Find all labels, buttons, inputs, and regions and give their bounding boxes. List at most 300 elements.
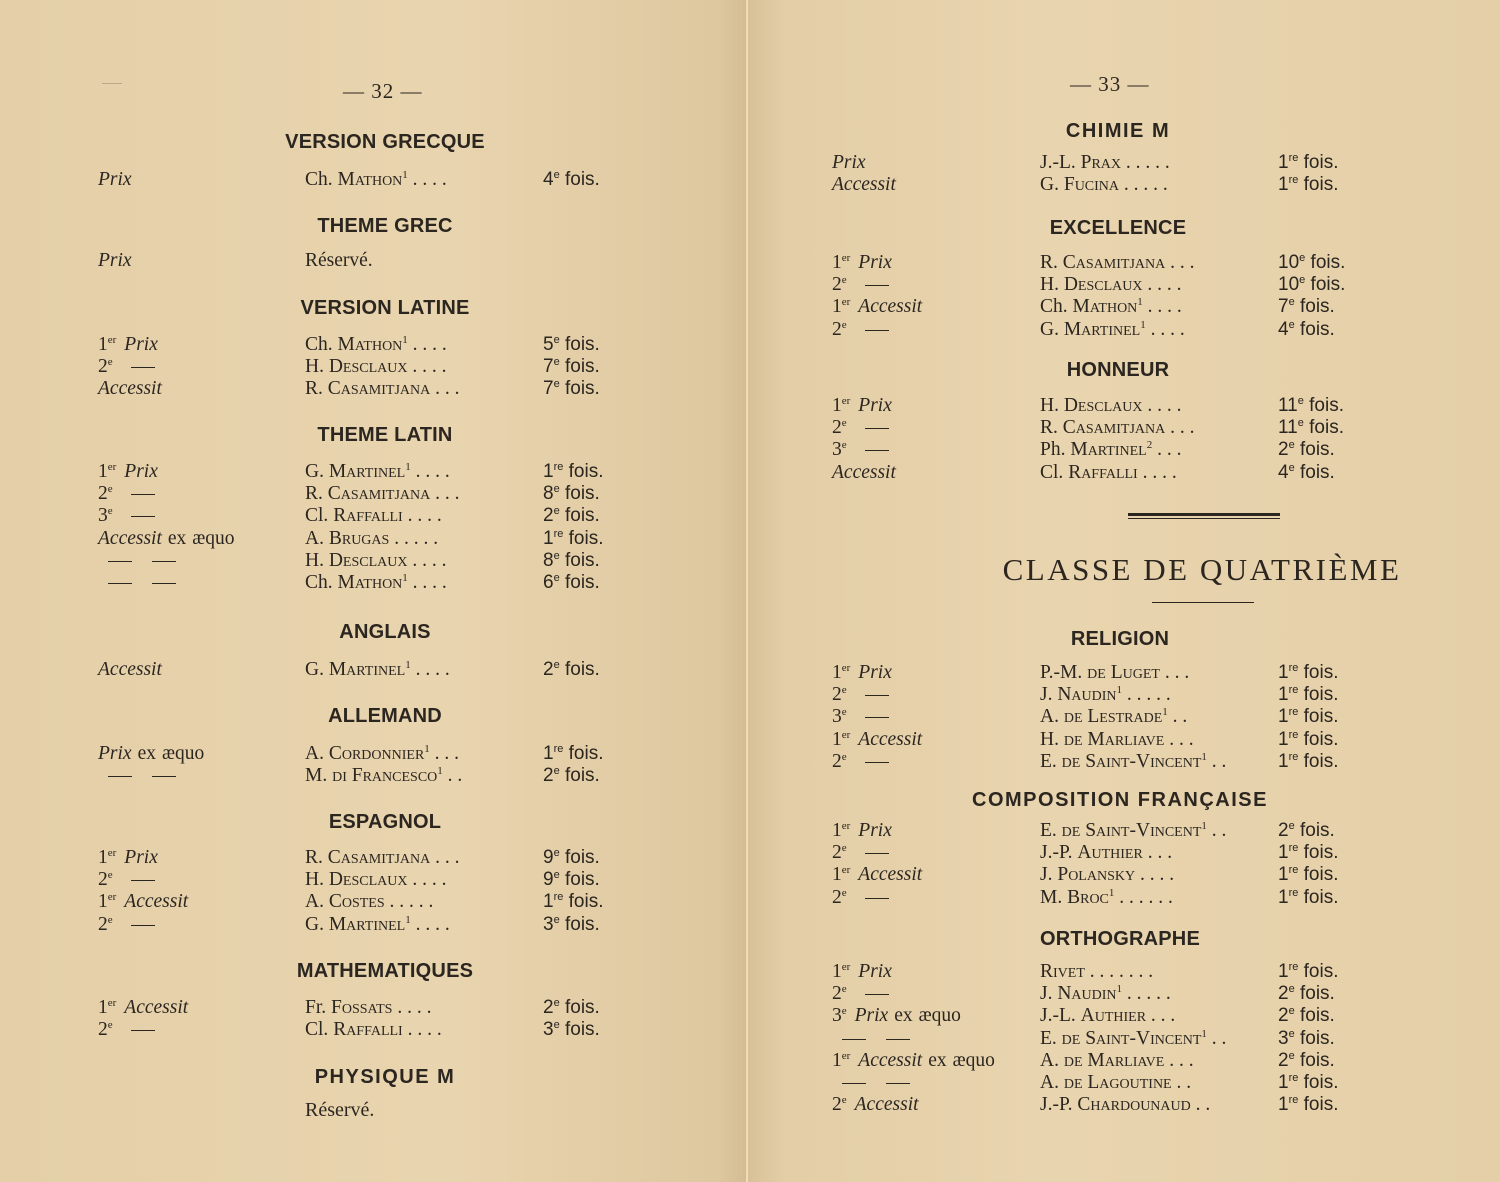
rank-number: 2e xyxy=(98,869,113,891)
award-type: Prix xyxy=(124,461,158,482)
times-awarded: 1re fois. xyxy=(543,527,604,549)
leader-dots: . . xyxy=(442,765,463,787)
ditto-dash xyxy=(131,925,155,926)
ditto-dash xyxy=(152,776,176,777)
award-type: Prix xyxy=(858,395,892,416)
ditto-dash xyxy=(108,776,132,777)
times-awarded: 4e fois. xyxy=(543,169,600,190)
leader-dots: . . . . xyxy=(407,549,447,571)
footnote-marker: 2 xyxy=(1146,439,1153,452)
surname: de Marliave xyxy=(1063,728,1165,750)
double-rule-divider xyxy=(1128,513,1280,519)
award-row xyxy=(98,483,618,505)
award-label xyxy=(98,997,194,1019)
leader-dots: . . . xyxy=(429,743,460,764)
award-type: Accessit xyxy=(832,461,896,483)
footnote-marker: 1 xyxy=(424,743,430,755)
award-label xyxy=(832,462,902,484)
surname: de Saint-Vincent xyxy=(1061,1027,1202,1049)
leader-dots: . . . . xyxy=(407,334,447,355)
award-row xyxy=(98,528,618,550)
student-name: M. di Francesco$^1$ . . xyxy=(305,765,463,787)
award-type: Prix xyxy=(98,743,132,764)
footnote-marker: 1 xyxy=(402,334,408,346)
leader-dots: . . . . xyxy=(407,169,447,190)
times-awarded: 1re fois. xyxy=(1278,174,1339,196)
student-name: J. Polansky . . . . xyxy=(1040,864,1175,886)
award-label xyxy=(98,743,210,765)
surname: Polansky xyxy=(1057,864,1136,886)
leader-dots: . . . . xyxy=(1137,461,1177,483)
award-row xyxy=(98,914,618,936)
section-heading: PHYSIQUE M xyxy=(314,1066,456,1088)
times-awarded: 9e fois. xyxy=(543,869,600,891)
award-row xyxy=(832,706,1352,728)
rank-number: 2e xyxy=(832,886,847,908)
footnote-marker: 1 xyxy=(1162,706,1168,719)
ditto-dash xyxy=(842,1039,866,1040)
award-label xyxy=(98,483,165,505)
award-row xyxy=(98,765,618,787)
times-awarded: 1re fois. xyxy=(543,743,604,764)
award-type: Accessit xyxy=(832,174,896,196)
award-label xyxy=(832,864,928,886)
award-label xyxy=(98,461,164,483)
award-label xyxy=(832,174,902,196)
footnote-marker: 1 xyxy=(1140,318,1146,331)
award-label xyxy=(832,706,899,728)
award-row xyxy=(832,1050,1352,1072)
label-text: æquo xyxy=(952,1049,995,1071)
surname: Desclaux xyxy=(1063,274,1143,296)
ditto-dash xyxy=(865,330,889,331)
award-label xyxy=(98,869,165,891)
award-row xyxy=(98,743,618,765)
leader-dots: . . . . xyxy=(1135,864,1175,886)
award-row xyxy=(832,1028,1352,1050)
ditto-dash xyxy=(131,1030,155,1031)
student-name: J.-P. Chardounaud . . xyxy=(1040,1094,1211,1116)
footnote-marker: 1 xyxy=(405,913,411,926)
times-awarded: 8e fois. xyxy=(543,549,600,571)
rank-number: 1er xyxy=(832,1049,851,1071)
student-name: A. Cordonnier$^1$ . . . xyxy=(305,743,460,764)
surname: de Luget xyxy=(1087,662,1160,683)
rank-number: 2e xyxy=(832,1094,847,1116)
award-row xyxy=(98,505,618,527)
times-awarded: 7e fois. xyxy=(1278,296,1335,318)
student-name: Cl. Raffalli . . . . xyxy=(305,505,442,527)
footnote-marker: 1 xyxy=(1137,296,1143,309)
times-awarded: 2e fois. xyxy=(543,765,600,787)
award-row xyxy=(832,319,1352,341)
label-text: ex xyxy=(137,743,156,764)
rank-number: 2e xyxy=(98,356,113,378)
award-row xyxy=(98,378,618,400)
leader-dots: . . . . xyxy=(392,997,432,1018)
student-name: G. Martinel$^1$ . . . . xyxy=(305,659,450,680)
times-awarded: 2e fois. xyxy=(543,997,600,1018)
award-label xyxy=(832,1028,920,1050)
award-label xyxy=(832,961,898,983)
surname: Raffalli xyxy=(333,1019,403,1041)
times-awarded: 8e fois. xyxy=(543,483,600,505)
times-awarded: 4e fois. xyxy=(1278,461,1335,483)
footnote-marker: 1 xyxy=(402,572,408,584)
award-label xyxy=(832,842,899,864)
award-row xyxy=(832,820,1352,842)
surname: Casamitjana xyxy=(327,847,431,868)
award-row xyxy=(98,550,618,572)
student-name: E. de Saint-Vincent$^1$ . . xyxy=(1040,750,1227,772)
page-33 xyxy=(748,0,1500,1182)
surname: Casamitjana xyxy=(327,378,431,400)
surname: Broc xyxy=(1067,886,1109,908)
rank-number: 2e xyxy=(98,483,113,505)
award-type: Accessit xyxy=(98,527,162,549)
section-heading: THEME LATIN xyxy=(317,424,453,446)
rank-number: 1er xyxy=(832,961,851,982)
award-row xyxy=(832,961,1352,983)
award-row xyxy=(832,662,1352,684)
rank-number: 1er xyxy=(832,662,851,683)
leader-dots: . . . . . . xyxy=(1114,886,1173,908)
award-label xyxy=(832,729,928,751)
student-name: M. Broc$^1$ . . . . . . xyxy=(1040,886,1173,908)
ditto-dash xyxy=(886,1039,910,1040)
leader-dots: . . . . . xyxy=(1119,174,1168,196)
award-type: Accessit xyxy=(858,864,923,886)
student-name: J. Naudin$^1$ . . . . . xyxy=(1040,684,1171,706)
award-type: Prix xyxy=(124,847,158,868)
surname: Fucina xyxy=(1063,174,1120,196)
student-name: G. Martinel$^1$ . . . . xyxy=(305,461,450,482)
ditto-dash xyxy=(152,583,176,584)
award-row xyxy=(832,1072,1352,1094)
award-label xyxy=(98,169,138,191)
surname: Desclaux xyxy=(1063,395,1143,416)
award-row xyxy=(832,887,1352,909)
times-awarded: 2e fois. xyxy=(1278,1005,1335,1027)
award-type: Prix xyxy=(832,152,866,173)
times-awarded: 1re fois. xyxy=(1278,886,1339,908)
ditto-dash xyxy=(108,561,132,562)
reserved-note: Réservé. xyxy=(305,1099,375,1121)
section-heading: ALLEMAND xyxy=(328,705,442,727)
times-awarded: 2e fois. xyxy=(1278,439,1335,461)
award-type: Accessit xyxy=(124,891,189,913)
rank-number: 2e xyxy=(832,842,847,864)
times-awarded: 1re fois. xyxy=(1278,750,1339,772)
surname: Cordonnier xyxy=(328,743,425,764)
award-label xyxy=(98,550,186,572)
surname: Costes xyxy=(328,891,385,913)
award-label xyxy=(98,528,241,550)
rank-number: 2e xyxy=(832,417,847,439)
surname: Desclaux xyxy=(328,356,408,378)
section-heading: MATHEMATIQUES xyxy=(296,960,474,982)
award-type: Accessit xyxy=(124,997,189,1018)
leader-dots: . . . . xyxy=(410,461,450,482)
ditto-dash xyxy=(865,717,889,718)
award-row xyxy=(98,1019,618,1041)
award-row xyxy=(98,997,618,1019)
times-awarded: 1re fois. xyxy=(1278,662,1339,683)
award-row xyxy=(98,461,618,483)
student-name: H. Desclaux . . . . xyxy=(1040,395,1182,416)
label-text: æquo xyxy=(918,1005,961,1027)
section-heading: ANGLAIS xyxy=(339,621,431,643)
leader-dots: . . . . xyxy=(1145,318,1185,340)
award-label xyxy=(832,820,898,842)
rank-number: 2e xyxy=(832,274,847,296)
student-name: Ch. Mathon$^1$ . . . . xyxy=(1040,296,1182,318)
times-awarded: 2e fois. xyxy=(1278,820,1335,841)
rank-number: 1er xyxy=(98,461,117,482)
award-label xyxy=(98,914,165,936)
times-awarded: 4e fois. xyxy=(1278,318,1335,340)
leader-dots: . . . xyxy=(1164,728,1194,750)
ditto-dash xyxy=(131,880,155,881)
award-label xyxy=(832,417,899,439)
ditto-dash xyxy=(131,367,155,368)
award-label xyxy=(832,1094,925,1116)
times-awarded: 1re fois. xyxy=(1278,152,1339,173)
times-awarded: 1re fois. xyxy=(1278,728,1339,750)
times-awarded: 3e fois. xyxy=(1278,1027,1335,1049)
footnote-marker: 1 xyxy=(402,169,408,181)
rank-number: 1er xyxy=(98,334,117,355)
leader-dots: . . . . . xyxy=(384,891,434,913)
award-type: Accessit xyxy=(858,1049,923,1071)
student-name xyxy=(1040,961,1153,983)
leader-dots: . . xyxy=(1171,1072,1192,1093)
times-awarded: 10e fois. xyxy=(1278,252,1346,273)
leader-dots: . . xyxy=(1206,1027,1227,1049)
award-label xyxy=(832,1072,920,1094)
award-label xyxy=(98,356,165,378)
award-type: Prix xyxy=(854,1005,889,1027)
surname: Brugas xyxy=(328,527,390,549)
times-awarded: 2e fois. xyxy=(1278,1049,1335,1071)
award-row xyxy=(832,729,1352,751)
rank-number: 2e xyxy=(98,1019,113,1041)
student-name: Cl. Raffalli . . . . xyxy=(1040,461,1177,483)
leader-dots: . . . . xyxy=(407,869,447,891)
student-name: E. de Saint-Vincent$^1$ . . xyxy=(1040,820,1227,841)
times-awarded: 1re fois. xyxy=(1278,842,1339,864)
award-row xyxy=(832,1094,1352,1116)
leader-dots: . . xyxy=(1167,706,1188,728)
student-name: H. Desclaux . . . . xyxy=(305,549,447,571)
rank-number: 1er xyxy=(832,252,851,273)
student-name: H. Desclaux . . . . xyxy=(1040,274,1182,296)
surname: Desclaux xyxy=(328,869,408,891)
leader-dots: . . . xyxy=(1164,1049,1194,1071)
section-heading: ORTHOGRAPHE xyxy=(1040,928,1200,950)
award-row xyxy=(832,751,1352,773)
ditto-dash xyxy=(842,1083,866,1084)
award-label xyxy=(832,252,898,274)
ditto-dash xyxy=(865,898,889,899)
times-awarded: 2e fois. xyxy=(543,505,600,527)
award-row xyxy=(832,684,1352,706)
leader-dots: . . . xyxy=(430,483,460,505)
student-name: P.-M. de Luget . . . xyxy=(1040,662,1190,683)
award-label xyxy=(98,378,168,400)
student-name: J.-L. Prax . . . . . xyxy=(1040,152,1170,173)
times-awarded: 2e fois. xyxy=(543,659,600,680)
surname: Martinel xyxy=(328,659,406,680)
rank-number: 1er xyxy=(98,891,117,913)
leader-dots: . . . xyxy=(1146,1005,1176,1027)
ditto-dash xyxy=(886,1083,910,1084)
ditto-dash xyxy=(108,583,132,584)
award-label xyxy=(98,765,186,787)
surname: Authier xyxy=(1077,842,1143,864)
leader-dots: . . . . xyxy=(410,913,450,935)
section-heading: VERSION LATINE xyxy=(300,297,470,319)
surname: Naudin xyxy=(1057,983,1117,1005)
times-awarded: 1re fois. xyxy=(1278,706,1339,728)
times-awarded: 11e fois. xyxy=(1278,395,1344,416)
ditto-dash xyxy=(865,853,889,854)
footnote-marker: 1 xyxy=(1116,983,1123,996)
leader-dots: . . . . xyxy=(1142,395,1182,416)
surname: Martinel xyxy=(328,913,406,935)
rank-number: 2e xyxy=(832,750,847,772)
award-label xyxy=(832,319,899,341)
award-label xyxy=(832,1050,1001,1072)
rank-number: 3e xyxy=(832,706,847,728)
award-type: Prix xyxy=(858,662,892,683)
footnote-marker: 1 xyxy=(405,461,411,473)
award-label xyxy=(832,152,872,174)
ditto-dash xyxy=(865,695,889,696)
award-label xyxy=(832,751,899,773)
award-label xyxy=(832,274,899,296)
surname: Mathon xyxy=(337,572,403,593)
times-awarded: 1re fois. xyxy=(1278,961,1339,982)
surname: de Saint-Vincent xyxy=(1061,750,1202,772)
award-type: Accessit xyxy=(854,1094,919,1116)
footnote-marker: 1 xyxy=(1201,820,1207,832)
leader-dots: . . . xyxy=(1159,662,1190,683)
leader-dots: . . . . . xyxy=(1122,983,1171,1005)
student-name: H. de Marliave . . . xyxy=(1040,728,1194,750)
student-name: Fr. Fossats . . . . xyxy=(305,997,432,1018)
times-awarded: 11e fois. xyxy=(1278,417,1344,439)
leader-dots: . . . . xyxy=(407,572,447,593)
surname: Casamitjana xyxy=(1062,417,1166,439)
section-heading: HONNEUR xyxy=(1066,359,1170,381)
student-name: R. Casamitjana . . . xyxy=(305,483,460,505)
ditto-dash xyxy=(131,494,155,495)
award-label xyxy=(98,572,186,594)
award-type: Prix xyxy=(98,250,132,271)
section-heading: EXCELLENCE xyxy=(1049,217,1187,239)
award-row xyxy=(832,983,1352,1005)
award-label xyxy=(832,684,899,706)
footnote-marker: 1 xyxy=(405,659,411,671)
award-row xyxy=(98,169,618,191)
award-label xyxy=(98,659,168,681)
student-name: A. Costes . . . . . xyxy=(305,891,434,913)
rank-number: 1er xyxy=(832,820,851,841)
award-row xyxy=(98,334,618,356)
rank-number: 1er xyxy=(98,847,117,868)
award-label xyxy=(98,250,138,272)
times-awarded: 7e fois. xyxy=(543,378,600,400)
ditto-dash xyxy=(865,450,889,451)
award-row xyxy=(832,274,1352,296)
surname: de Saint-Vincent xyxy=(1061,820,1202,841)
award-row xyxy=(98,659,618,681)
rank-number: 1er xyxy=(832,296,851,318)
stray-mark xyxy=(102,83,122,84)
leader-dots: . . . . xyxy=(1142,296,1182,318)
footnote-marker: 1 xyxy=(437,765,443,778)
times-awarded: 2e fois. xyxy=(1278,983,1335,1005)
award-type: Prix xyxy=(858,961,892,982)
ditto-dash xyxy=(152,561,176,562)
surname: Casamitjana xyxy=(1062,252,1166,273)
award-label xyxy=(98,505,165,527)
surname: de Lestrade xyxy=(1063,706,1163,728)
section-heading: THEME GREC xyxy=(317,215,453,237)
times-awarded: 3e fois. xyxy=(543,913,600,935)
page-number: — 33 — xyxy=(1070,72,1150,96)
footnote-marker: 1 xyxy=(1201,1027,1207,1040)
times-awarded: 6e fois. xyxy=(543,572,600,593)
rank-number: 1er xyxy=(832,728,851,750)
leader-dots: . . xyxy=(1206,820,1227,841)
leader-dots: . . . . xyxy=(402,1019,442,1041)
rank-number: 3e xyxy=(98,505,113,527)
award-label xyxy=(832,395,898,417)
student-name: A. de Marliave . . . xyxy=(1040,1049,1194,1071)
award-type: Prix xyxy=(98,169,132,190)
times-awarded: 9e fois. xyxy=(543,847,600,868)
times-awarded: 1re fois. xyxy=(543,461,604,482)
award-type: Prix xyxy=(858,820,892,841)
award-label xyxy=(98,1019,165,1041)
student-name: Ch. Mathon$^1$ . . . . xyxy=(305,572,447,593)
leader-dots: . . xyxy=(1206,750,1227,772)
footnote-marker: 1 xyxy=(1116,684,1123,697)
leader-dots: . . xyxy=(1190,1094,1211,1116)
surname: Mathon xyxy=(1072,296,1138,318)
surname: Martinel xyxy=(328,461,406,482)
award-label xyxy=(832,983,899,1005)
surname: Prax xyxy=(1080,152,1122,173)
student-name: R. Casamitjana . . . xyxy=(1040,252,1195,273)
leader-dots: . . . xyxy=(1152,439,1182,461)
award-row xyxy=(832,252,1352,274)
award-type: Accessit xyxy=(98,378,162,400)
rank-number: 1er xyxy=(832,395,851,416)
footnote-marker: 1 xyxy=(1108,886,1115,899)
surname: Rivet xyxy=(1040,961,1085,982)
student-name: J.-P. Authier . . . xyxy=(1040,842,1173,864)
student-name: H. Desclaux . . . . xyxy=(305,869,447,891)
surname: Martinel xyxy=(1063,318,1141,340)
student-name: A. de Lagoutine . . xyxy=(1040,1072,1192,1093)
times-awarded: 5e fois. xyxy=(543,334,600,355)
award-row xyxy=(832,417,1352,439)
student-name: Ch. Mathon$^1$ . . . . xyxy=(305,334,447,355)
student-name: R. Casamitjana . . . xyxy=(1040,417,1195,439)
